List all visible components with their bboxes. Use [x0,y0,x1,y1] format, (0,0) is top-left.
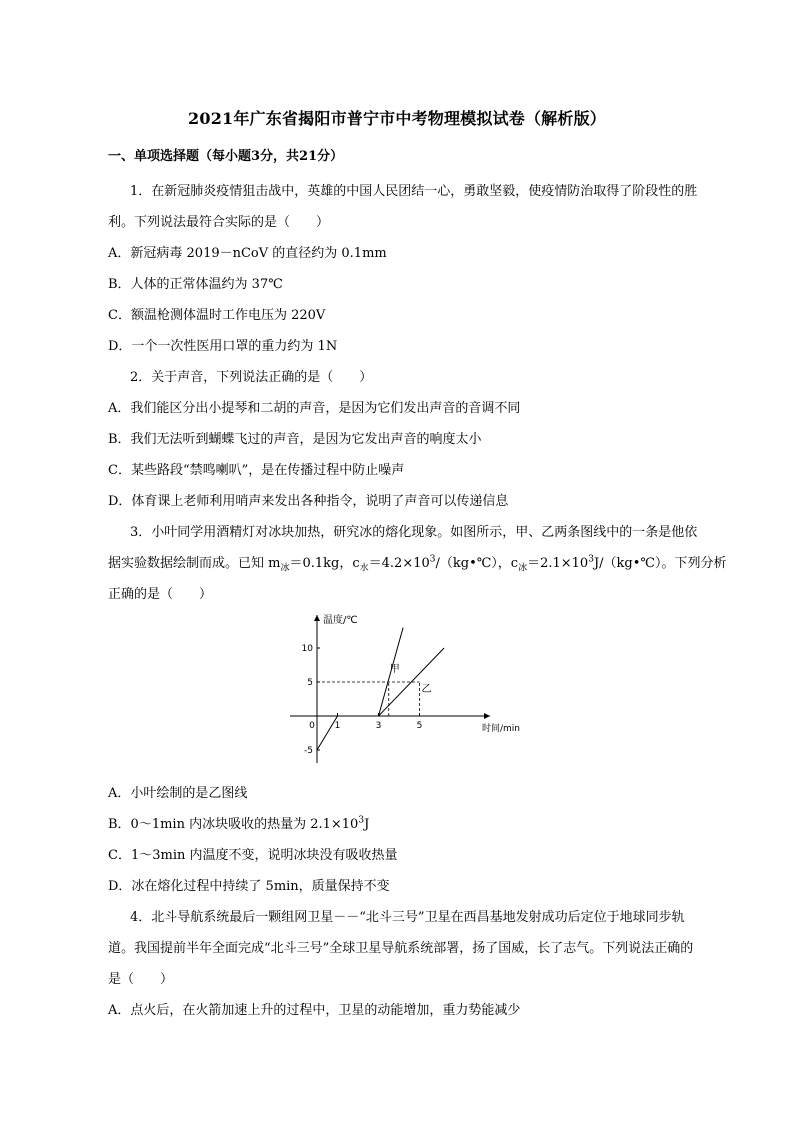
q2-option-a: A．我们能区分出小提琴和二胡的声音，是因为它们发出声音的音调不同 [108,401,521,416]
q2-stem: 2．关于声音，下列说法正确的是（ ） [130,370,373,385]
q3-option-b [108,813,369,832]
q2-option-d: D．体育课上老师利用哨声来发出各种指令，说明了声音可以传递信息 [108,494,509,509]
section-heading: 一、单项选择题（每小题3分，共21分） [108,149,344,164]
series-label: 乙 [421,684,432,696]
q3-option-d: D．冰在熔化过程中持续了 5min，质量保持不变 [108,879,390,894]
y-tick-label: 5 [307,678,313,688]
q3-subscript: 冰 [518,563,528,574]
q1-option-c: C．额温枪测体温时工作电压为 220V [108,308,326,323]
y-axis-label: 温度/℃ [323,615,358,626]
x-tick-label: 3 [375,721,382,731]
q1-option-d: D．一个一次性医用口罩的重力约为 1N [108,339,338,354]
x-tick-label: 0 [309,721,315,731]
q3-text-part: ＝2.1×10 [527,556,589,571]
q3-text-part: ＝4.2×10 [368,556,430,571]
q3-text-part: /（kg•℃），c [435,556,519,571]
y-tick-label: 10 [301,644,313,654]
q3-option-a: A．小叶绘制的是乙图线 [108,786,248,801]
x-tick-label: 5 [416,721,423,731]
q4-stem-line1: 4．北斗导航系统最后一颗组网卫星－－“北斗三号”卫星在西昌基地发射成功后定位于地球同步轨 [130,910,685,925]
q3-option-c: C．1～3min 内温度不变，说明冰块没有吸收热量 [108,848,398,863]
page-title: 2021年广东省揭阳市普宁市中考物理模拟试卷（解析版） [188,109,606,128]
q3-stem-line2 [108,552,726,574]
y-tick-label: -5 [304,746,313,756]
q3-superscript: 3 [358,815,365,826]
q3-text-part: ＝0.1kg，c [289,556,360,571]
q4-stem-line3: 是（ ） [108,972,174,987]
q2-option-c: C．某些路段“禁鸣喇叭”，是在传播过程中防止噪声 [108,463,405,478]
series-label: 甲 [389,663,400,675]
q3-superscript: 3 [588,554,594,565]
q3-stem-line1: 3．小叶同学用酒精灯对冰块加热，研究冰的熔化现象。如图所示，甲、乙两条图线中的一条是他依 [130,525,698,540]
q2-option-b: B．我们无法听到蝴蝶飞过的声音，是因为它发出声音的响度太小 [108,432,482,447]
q3-text-part: 据实验数据绘制而成。已知 m [108,556,281,571]
q3-text-part: J/（kg•℃）。下列分析 [593,556,727,571]
q1-option-b: B．人体的正常体温约为 37℃ [108,277,283,292]
q1-stem-line2: 利。下列说法最符合实际的是（ ） [108,215,330,230]
q3-option-b-text: B．0～1min 内冰块吸收的热量为 2.1×10 [108,817,359,832]
series-line [317,628,403,750]
q4-stem-line2: 道。我国提前半年全面完成“北斗三号”全球卫星导航系统部署，扬了国威，长了志气。下列说法正确的 [108,941,694,956]
q3-stem-line3: 正确的是（ ） [108,587,213,602]
q4-option-a: A．点火后，在火箭加速上升的过程中，卫星的动能增加，重力势能减少 [108,1003,521,1018]
temperature-time-graph [285,605,535,765]
x-tick-label: 1 [334,721,341,731]
q3-subscript: 水 [359,563,369,574]
x-axis-label: 时间/min [482,724,521,734]
q3-subscript: 冰 [280,563,290,574]
q3-option-b-unit: J [364,817,370,832]
q1-option-a: A．新冠病毒 2019－nCoV 的直径约为 0.1mm [108,246,387,261]
q3-superscript: 3 [429,554,436,565]
q1-stem-line1: 1．在新冠肺炎疫情狙击战中，英雄的中国人民团结一心，勇敢坚毅，使疫情防治取得了阶段性的胜 [130,184,698,199]
